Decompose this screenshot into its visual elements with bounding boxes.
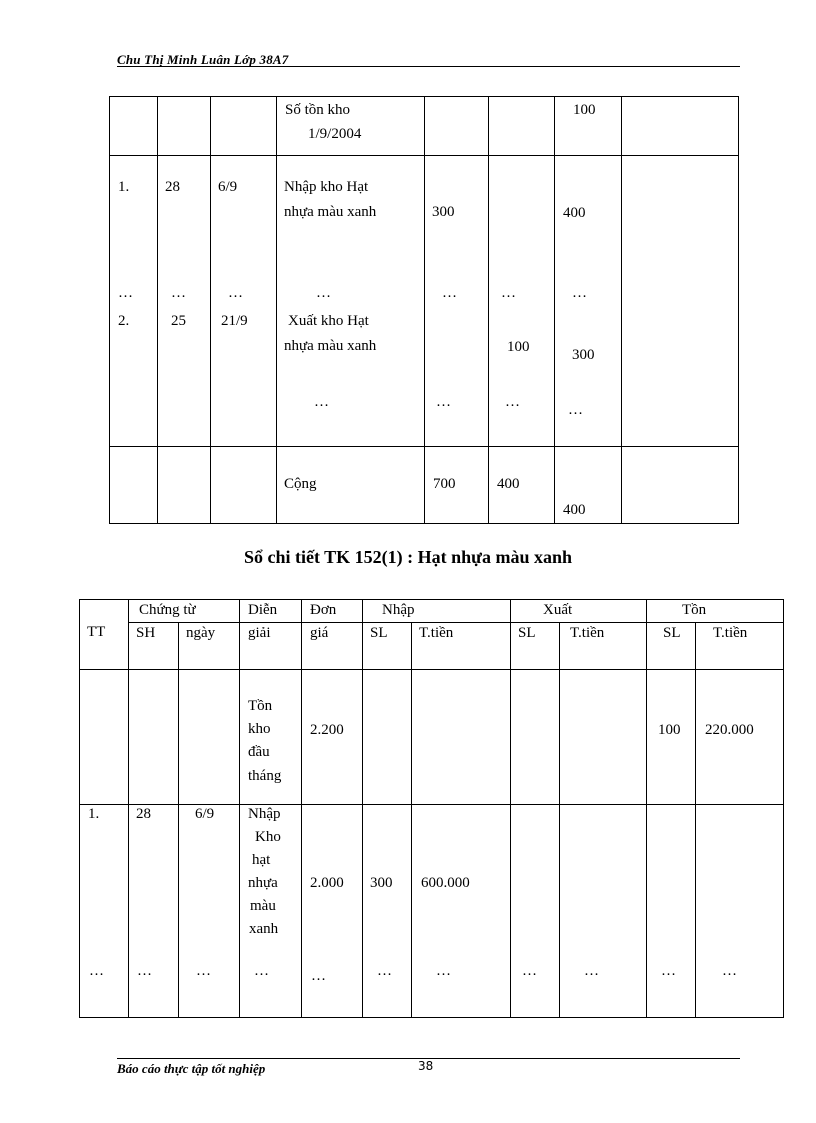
balance-value: 100 [573, 102, 596, 118]
ellipsis: … [118, 285, 133, 301]
export-qty: 100 [507, 339, 530, 355]
header-description: giải [248, 625, 271, 641]
description-line: xanh [249, 921, 279, 937]
description-line: Nhập kho Hạt [284, 179, 369, 195]
total-import: 700 [433, 476, 456, 492]
unit-price: 2.000 [310, 875, 344, 891]
ellipsis: … [254, 963, 269, 979]
voucher-number: 25 [171, 313, 186, 329]
ellipsis: … [442, 285, 457, 301]
ellipsis: … [171, 285, 186, 301]
description-line: Kho [255, 829, 281, 845]
header-export: Xuất [543, 602, 573, 618]
description-line: màu [250, 898, 276, 914]
row-number: 1. [118, 179, 130, 195]
ellipsis: … [436, 963, 451, 979]
ellipsis: … [661, 963, 676, 979]
table-header-row [80, 623, 784, 670]
description-line: 1/9/2004 [308, 126, 362, 142]
ellipsis: … [436, 394, 451, 410]
ellipsis: … [196, 963, 211, 979]
header-export-qty: SL [518, 625, 536, 641]
row-number: 1. [88, 806, 100, 822]
description-line: Nhập [248, 806, 281, 822]
footer-report-title: Báo cáo thực tập tốt nghiệp [117, 1061, 266, 1076]
header-unit-price: Đơn [310, 602, 337, 618]
description-line: tháng [248, 768, 282, 784]
table-row [110, 156, 739, 447]
header-import-qty: SL [370, 625, 388, 641]
table-row [110, 447, 739, 524]
table-row [80, 805, 784, 1018]
description-line: hạt [252, 852, 271, 868]
import-qty: 300 [432, 204, 455, 220]
voucher-number: 28 [165, 179, 180, 195]
header-rule [117, 66, 740, 67]
description-line: Tồn [248, 698, 273, 714]
ellipsis: … [505, 394, 520, 410]
ellipsis: … [311, 968, 326, 984]
voucher-number: 28 [136, 806, 151, 822]
header-export-amount: T.tiền [570, 625, 605, 641]
import-qty: 300 [370, 875, 393, 891]
ellipsis: … [501, 285, 516, 301]
voucher-date: 6/9 [218, 179, 238, 195]
description-line: nhựa màu xanh [284, 204, 377, 220]
balance-value: 300 [572, 347, 595, 363]
total-balance: 400 [563, 502, 586, 518]
unit-price: 2.200 [310, 722, 344, 738]
header-sh: SH [136, 625, 156, 641]
section-title: Sổ chi tiết TK 152(1) : Hạt nhựa màu xanh [244, 547, 572, 567]
ellipsis: … [137, 963, 152, 979]
ellipsis: … [722, 963, 737, 979]
page-number: 38 [418, 1059, 434, 1073]
description-line: Số tồn kho [285, 102, 351, 118]
voucher-date: 21/9 [221, 313, 248, 329]
header-voucher: Chứng từ [139, 602, 196, 618]
balance-value: 400 [563, 205, 586, 221]
header-author-class: Chu Thị Minh Luân Lớp 38A7 [117, 52, 289, 67]
table-row [80, 670, 784, 805]
ellipsis: … [584, 963, 599, 979]
table-row [110, 97, 739, 156]
header-balance-amount: T.tiền [713, 625, 748, 641]
total-export: 400 [497, 476, 520, 492]
table-header-row [80, 600, 784, 623]
header-import: Nhập [382, 602, 415, 618]
row-number: 2. [118, 313, 130, 329]
ellipsis: … [316, 285, 331, 301]
total-label: Cộng [284, 476, 317, 492]
ellipsis: … [228, 285, 243, 301]
ellipsis: … [568, 402, 583, 418]
voucher-date: 6/9 [195, 806, 215, 822]
detail-ledger-table [79, 599, 784, 1018]
import-amount: 600.000 [421, 875, 470, 891]
balance-qty: 100 [658, 722, 681, 738]
ellipsis: … [314, 394, 329, 410]
ellipsis: … [522, 963, 537, 979]
header-description: Diễn [248, 602, 278, 618]
stock-card-table [109, 96, 739, 524]
description-line: Xuất kho Hạt [288, 313, 369, 329]
description-line: đầu [248, 744, 270, 760]
header-balance: Tồn [682, 602, 707, 618]
ellipsis: … [89, 963, 104, 979]
ellipsis: … [572, 285, 587, 301]
header-import-amount: T.tiền [419, 625, 454, 641]
header-tt: TT [87, 624, 106, 640]
description-line: kho [248, 721, 271, 737]
header-date: ngày [186, 625, 216, 641]
description-line: nhựa [248, 875, 278, 891]
header-balance-qty: SL [663, 625, 681, 641]
header-unit-price: giá [310, 625, 329, 641]
ellipsis: … [377, 963, 392, 979]
balance-amount: 220.000 [705, 722, 754, 738]
description-line: nhựa màu xanh [284, 338, 377, 354]
